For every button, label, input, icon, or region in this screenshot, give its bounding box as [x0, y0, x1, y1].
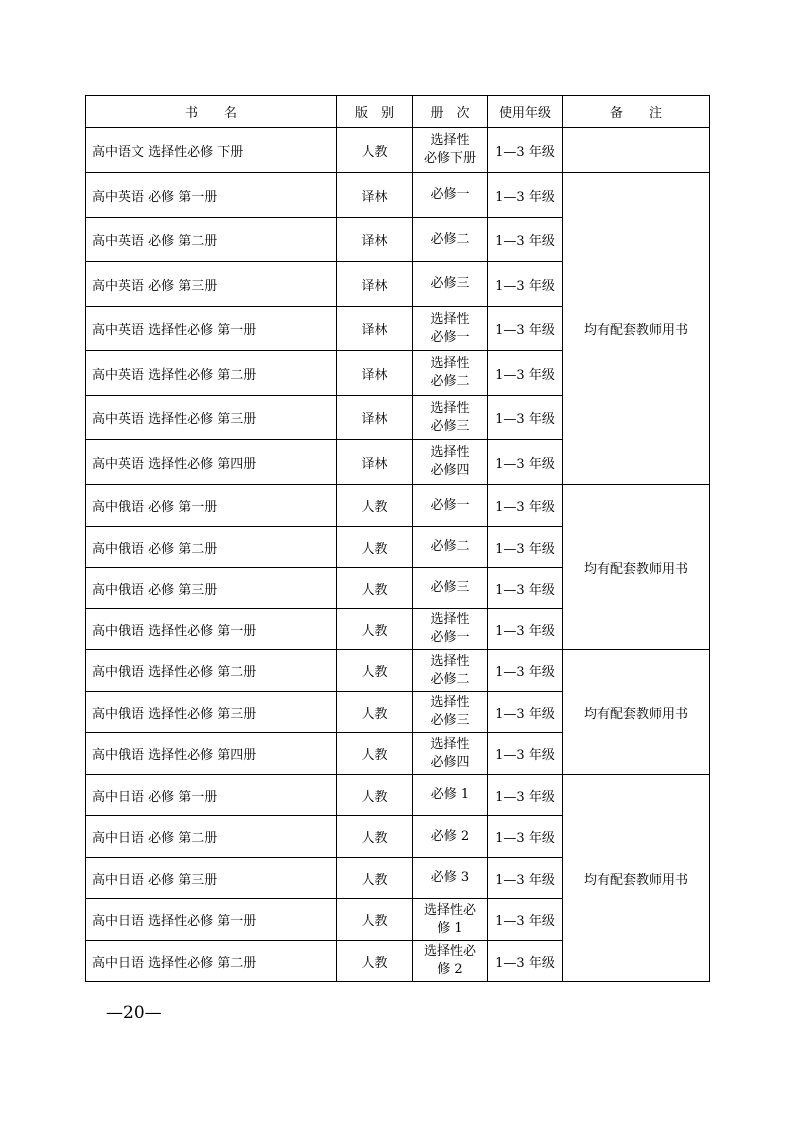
book-volume: 选择性 必修下册	[413, 128, 488, 173]
book-grade: 1—3 年级	[488, 775, 563, 816]
book-grade: 1—3 年级	[488, 440, 563, 485]
book-grade: 1—3 年级	[488, 941, 563, 982]
book-name: 高中日语 必修 第三册	[86, 858, 337, 899]
book-name: 高中俄语 选择性必修 第一册	[86, 609, 337, 650]
book-edition: 译林	[337, 351, 413, 396]
book-name: 高中日语 必修 第二册	[86, 816, 337, 858]
book-grade: 1—3 年级	[488, 650, 563, 692]
book-name: 高中英语 选择性必修 第四册	[86, 440, 337, 485]
book-note: 均有配套教师用书	[563, 173, 710, 485]
book-name: 高中俄语 选择性必修 第三册	[86, 692, 337, 733]
book-grade: 1—3 年级	[488, 858, 563, 899]
book-edition: 人教	[337, 650, 413, 692]
book-name: 高中英语 选择性必修 第一册	[86, 307, 337, 351]
header-edition: 版 别	[337, 96, 413, 128]
book-edition: 译林	[337, 218, 413, 262]
book-volume: 必修 1	[413, 775, 488, 816]
book-edition: 人教	[337, 858, 413, 899]
table-header-row	[86, 96, 710, 128]
book-edition: 人教	[337, 775, 413, 816]
book-name: 高中英语 选择性必修 第二册	[86, 351, 337, 396]
book-name: 高中英语 选择性必修 第三册	[86, 396, 337, 440]
book-edition: 人教	[337, 899, 413, 941]
book-edition: 译林	[337, 440, 413, 485]
book-grade: 1—3 年级	[488, 307, 563, 351]
book-volume: 选择性 必修一	[413, 609, 488, 650]
book-note: 均有配套教师用书	[563, 775, 710, 982]
book-grade: 1—3 年级	[488, 128, 563, 173]
book-edition: 译林	[337, 307, 413, 351]
book-volume: 选择性 必修二	[413, 650, 488, 692]
table-row	[86, 173, 710, 218]
book-volume: 必修 2	[413, 816, 488, 858]
table-row	[86, 128, 710, 173]
book-name: 高中俄语 必修 第三册	[86, 568, 337, 609]
book-name: 高中日语 选择性必修 第一册	[86, 899, 337, 941]
book-name: 高中日语 选择性必修 第二册	[86, 941, 337, 982]
book-volume: 选择性必 修 1	[413, 899, 488, 941]
book-edition: 译林	[337, 262, 413, 307]
book-edition: 人教	[337, 609, 413, 650]
page-number: —20—	[106, 1003, 162, 1023]
book-grade: 1—3 年级	[488, 692, 563, 733]
book-edition: 人教	[337, 941, 413, 982]
book-volume: 必修二	[413, 218, 488, 262]
book-volume: 选择性 必修二	[413, 351, 488, 396]
book-name: 高中俄语 必修 第二册	[86, 527, 337, 568]
book-grade: 1—3 年级	[488, 396, 563, 440]
book-grade: 1—3 年级	[488, 485, 563, 527]
book-edition: 人教	[337, 128, 413, 173]
book-grade: 1—3 年级	[488, 816, 563, 858]
header-grade: 使用年级	[488, 96, 563, 128]
table-row	[86, 650, 710, 692]
book-grade: 1—3 年级	[488, 173, 563, 218]
book-volume: 必修三	[413, 568, 488, 609]
header-name: 书 名	[86, 96, 337, 128]
book-edition: 人教	[337, 485, 413, 527]
book-name: 高中俄语 必修 第一册	[86, 485, 337, 527]
book-volume: 选择性必 修 2	[413, 941, 488, 982]
book-volume: 选择性 必修一	[413, 307, 488, 351]
book-name: 高中日语 必修 第一册	[86, 775, 337, 816]
book-name: 高中英语 必修 第一册	[86, 173, 337, 218]
book-volume: 必修三	[413, 262, 488, 307]
book-edition: 人教	[337, 692, 413, 733]
table-row	[86, 485, 710, 527]
book-grade: 1—3 年级	[488, 733, 563, 775]
book-volume: 必修一	[413, 173, 488, 218]
book-edition: 人教	[337, 733, 413, 775]
book-note: 均有配套教师用书	[563, 650, 710, 775]
book-name: 高中英语 必修 第二册	[86, 218, 337, 262]
book-volume: 选择性 必修三	[413, 692, 488, 733]
table-row	[86, 775, 710, 816]
book-name: 高中俄语 选择性必修 第四册	[86, 733, 337, 775]
book-note: 均有配套教师用书	[563, 485, 710, 650]
book-volume: 选择性 必修四	[413, 440, 488, 485]
book-name: 高中俄语 选择性必修 第二册	[86, 650, 337, 692]
book-volume: 必修一	[413, 485, 488, 527]
book-edition: 人教	[337, 527, 413, 568]
book-edition: 译林	[337, 396, 413, 440]
header-note: 备 注	[563, 96, 710, 128]
book-grade: 1—3 年级	[488, 527, 563, 568]
book-volume: 选择性 必修四	[413, 733, 488, 775]
book-edition: 人教	[337, 816, 413, 858]
book-volume: 必修 3	[413, 858, 488, 899]
header-volume: 册 次	[413, 96, 488, 128]
book-grade: 1—3 年级	[488, 218, 563, 262]
book-note	[563, 128, 710, 173]
book-grade: 1—3 年级	[488, 609, 563, 650]
textbook-table	[85, 95, 710, 982]
book-edition: 人教	[337, 568, 413, 609]
book-name: 高中语文 选择性必修 下册	[86, 128, 337, 173]
book-grade: 1—3 年级	[488, 899, 563, 941]
book-name: 高中英语 必修 第三册	[86, 262, 337, 307]
book-edition: 译林	[337, 173, 413, 218]
book-grade: 1—3 年级	[488, 568, 563, 609]
book-volume: 选择性 必修三	[413, 396, 488, 440]
book-grade: 1—3 年级	[488, 351, 563, 396]
book-grade: 1—3 年级	[488, 262, 563, 307]
book-volume: 必修二	[413, 527, 488, 568]
